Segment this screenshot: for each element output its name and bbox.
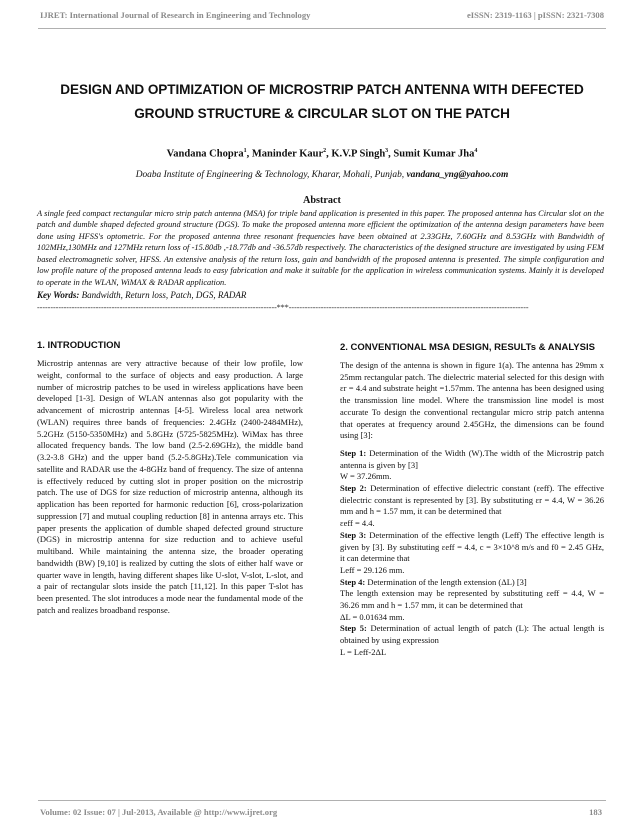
step-text: The length extension may be represented by substituting εeff = 4.4, W = 36.26 mm and h = 1.57 mm, it can be determined that: [340, 588, 604, 611]
step-text: Determination of the Width (W).The width of the Microstrip patch antenna is given by [3]: [340, 447, 605, 470]
author-name: Maninder Kaur: [251, 148, 324, 160]
step-label: Step 5:: [340, 623, 367, 634]
author-name: Vandana Chopra: [166, 148, 244, 160]
step-5: [340, 623, 604, 658]
affiliation: [34, 170, 610, 180]
affiliation-text: Doaba Institute of Engineering & Technology, Kharar, Mohali, Punjab,: [135, 170, 405, 180]
volume-info: Volume: 02 Issue: 07 | Jul-2013, Available @ http://www.ijret.org: [40, 807, 278, 817]
page-number: 183: [589, 807, 602, 817]
section-separator: ------------------------------------------------------------------------------------------***------------------------------------------------------------------------------------------: [37, 303, 529, 312]
header-rule: [38, 28, 606, 29]
step-result: Leff = 29.126 mm.: [340, 564, 405, 575]
step-text: Determination of the effective length (Leff) The effective length is given by [3]. By substituting εeff = 4.4, c = 3×10^8 m/s and f0 = 2.45 GHz, it can determine that: [340, 529, 605, 564]
paper-title: DESIGN AND OPTIMIZATION OF MICROSTRIP PATCH ANTENNA WITH DEFECTED GROUND STRUCTURE & CIRCULAR SLOT ON THE PATCH: [60, 82, 584, 121]
issn: eISSN: 2319-1163 | pISSN: 2321-7308: [466, 10, 604, 20]
right-column: [340, 340, 604, 659]
keywords-label: Key Words:: [37, 290, 80, 300]
section2-intro: The design of the antenna is shown in figure 1(a). The antenna has 29mm x 25mm rectangular patch. The dielectric material selected for this design with εr = 4.4 and substrate height =1.57mm. The antenna has been designed using the transmission line model. Where the transmission line model is most accurate To design the conventional rectangular micro strip patch antenna that operates at frequency around 2.45GHz, the dimensions can be found using [3]:: [340, 360, 604, 441]
keywords: [37, 290, 604, 300]
author-list: Vandana Chopra$^1$, Maninder Kaur$^2$, K.V.P Singh$^3$, Sumit Kumar Jha$^4$: [166, 148, 478, 160]
author-sup: 4: [474, 148, 478, 154]
left-column: [37, 340, 303, 617]
running-footer: [40, 807, 602, 817]
author-email[interactable]: vandana_yng@yahoo.com: [406, 170, 509, 180]
author-name: Sumit Kumar Jha: [393, 148, 475, 160]
step-2: [340, 483, 604, 530]
step-label: Step 1:: [340, 447, 367, 458]
author-sup: 1: [243, 148, 247, 154]
step-result: εeff = 4.4.: [340, 518, 375, 529]
step-result: W = 37.26mm.: [340, 471, 392, 482]
journal-name: IJRET: International Journal of Research in Engineering and Technology: [40, 10, 311, 20]
abstract-text: A single feed compact rectangular micro strip patch antenna (MSA) for triple band application is presented in this paper. The proposed antenna has Circular slot on the patch and dumble shaped defected ground structure (DGS). To make the proposed antenna more efficient the optimization of the antenna design parameters have been done using HFSS's optometric. For the proposed antenna three resonant frequencies have been obtained at 2.33GHz, 7.60GHz and 8.53GHz with Bandwidth of 102MHz,130MHz and 127MHz return loss of -15.80db ,-18.77db and -36.57db respectively. The characteristics of the designed structure are investigated by using FEM based electromagnetic solver, HFSS. An extensive analysis of the return loss, gain and bandwidth of the proposed antenna is presented. The simple configuration and low profile nature of the proposed antenna leads to easy fabrication and make it suitable for the application in wireless communication systems. Mainly it is developed to operate in the WLAN, WiMAX & RADAR application.: [37, 209, 604, 287]
step-label: Step 4:: [340, 576, 366, 587]
intro-text: Microstrip antennas are very attractive because of their low profile, low weight, conformal to the surface of objects and easy production. A large number of microstrip patches to be used in wireless applications have been developed [1-3]. Design of WLAN antennas also got popularity with the advancement of microstrip antennas [4-5]. Wireless local area network (WLAN) requires three bands of frequencies: 2.4GHz (2400-2484MHz), 5.2GHz (5150-5350MHz) and 5.8GHz (5725-5825MHz). WiMax has three allocated frequency bands. The low band (2.5-2.69GHz), the middle band (3.2-3.8 GHz) and the upper band (5.2-5.8GHz).Tele communication via satellite and RADAR use the 4-8GHz band of frequency. The size of antenna is effectively reduced by cutting slot in proper position on the microstrip patch. The use of DGS for size reduction of microstrip antenna, although its application has been reported for harmonic reduction [6], cross-polarization suppression [7] and mutual coupling reduction [8] in antenna arrays etc. This paper presents the application of dumble shaped defected ground structure (DGS) in microstrip antenna for size reduction and to achieve useful multiband. While maintaining the antenna size, the broader operating bandwidth (BW) [9,10] is realized by cutting the slots of either half wave or quarter wave in length, having different shapes like U-slot, V-slot, L-slot, and a pair of rectangular slots inside the patch [11,12]. In this paper T-slot has been presented. The slot introduces a mode near the fundamental mode of the patch and realizes broadband response.: [37, 358, 303, 615]
step-result: ΔL = 0.01634 mm.: [340, 611, 405, 622]
step-label: Step 2:: [340, 483, 367, 494]
author-name: K.V.P Singh: [331, 148, 386, 160]
step-3: [340, 530, 604, 577]
step-result: L = Leff-2ΔL: [340, 646, 387, 657]
step-text: Determination of the length extension (ΔL) [3]: [367, 576, 527, 587]
step-label: Step 3:: [340, 529, 367, 540]
step-4: [340, 577, 604, 624]
section2-heading: 2. CONVENTIONAL MSA DESIGN, RESULTs & ANALYSIS: [340, 342, 595, 353]
step-1: [340, 448, 604, 483]
step-text: Determination of actual length of patch (L): The actual length is obtained by using expression: [340, 623, 605, 646]
author-sup: 3: [385, 148, 389, 154]
abstract-heading: Abstract: [303, 195, 341, 206]
step-text: Determination of effective dielectric constant (εeff). The effective dielectric constant is represented by [3]. By substituting εr = 4.4, W = 36.26 mm and h = 1.57 mm, it can be determined that: [340, 483, 604, 517]
author-sup: 2: [323, 148, 327, 154]
intro-heading: 1. INTRODUCTION: [37, 340, 121, 351]
keywords-text: Bandwidth, Return loss, Patch, DGS, RADAR: [81, 290, 247, 300]
footer-rule: [38, 800, 606, 801]
running-header: [40, 10, 604, 20]
